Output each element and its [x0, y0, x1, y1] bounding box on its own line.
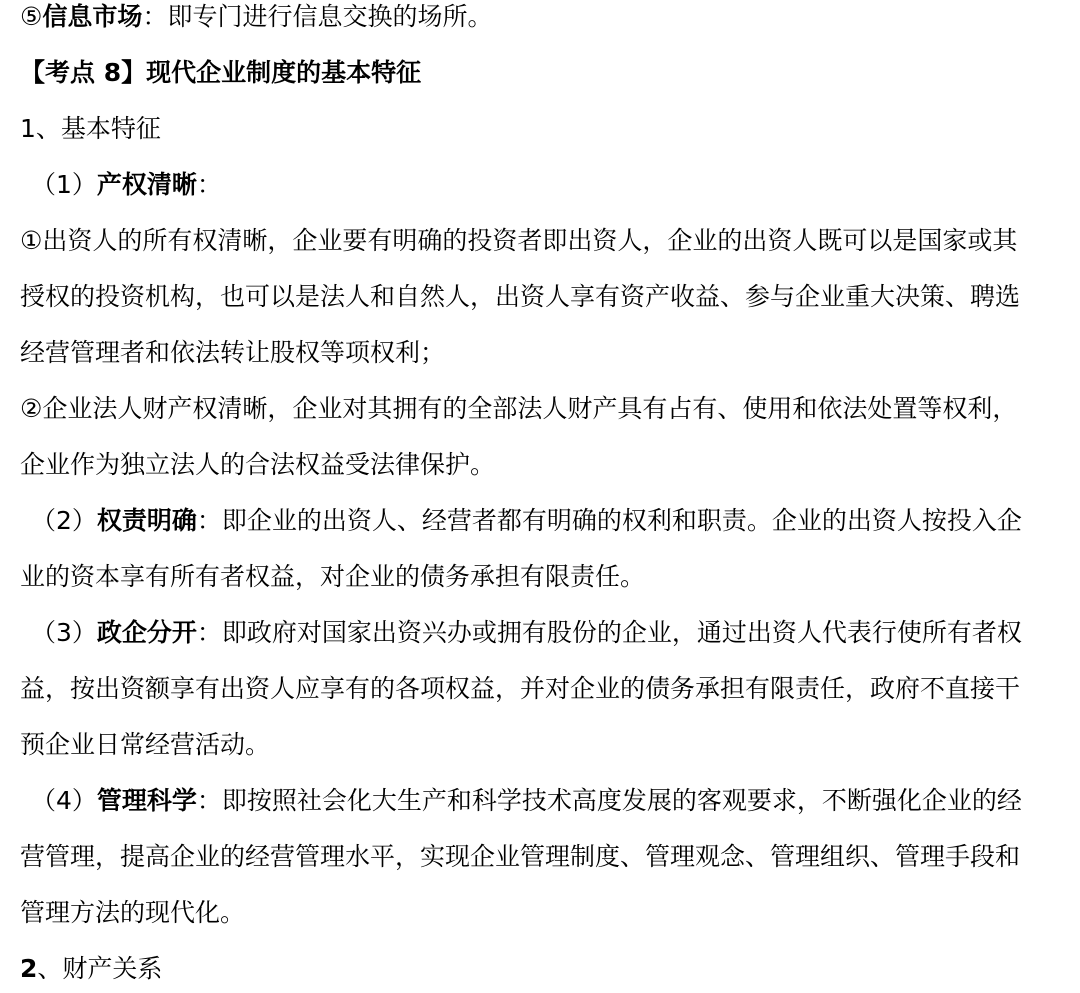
- paragraph-line: 企业作为独立法人的合法权益受法律保护。: [20, 450, 496, 479]
- definition-text: ：即专门进行信息交换的场所。: [142, 2, 493, 31]
- paragraph-line: 预企业日常经营活动。: [20, 730, 271, 759]
- circled-number: ⑤: [20, 2, 43, 31]
- item-number: （2）: [31, 506, 97, 535]
- item-3-heading: [31, 618, 1076, 648]
- item-term: 管理科学: [96, 786, 197, 815]
- paragraph-line: 经营管理者和依法转让股权等项权利；: [20, 338, 446, 367]
- subheading-property-relations: [20, 954, 1075, 984]
- item-text: ：即企业的出资人、经营者都有明确的权利和职责。企业的出资人按投入企: [196, 506, 1022, 535]
- paragraph-line: 益，按出资额享有出资人应享有的各项权益，并对企业的债务承担有限责任，政府不直接干: [20, 674, 1021, 703]
- item-text: ：即政府对国家出资兴办或拥有股份的企业，通过出资人代表行使所有者权: [196, 618, 1022, 647]
- item-term: 权责明确: [96, 506, 197, 535]
- item-number: （4）: [31, 786, 97, 815]
- subheading-number: 2: [20, 954, 38, 983]
- item-number: （3）: [31, 618, 97, 647]
- item-4-heading: [31, 786, 1076, 816]
- item-colon: ：: [196, 170, 222, 199]
- item-1-heading: [31, 170, 1076, 200]
- term-info-market: 信息市场: [42, 2, 143, 31]
- section-heading: 【考点 8】现代企业制度的基本特征: [20, 58, 422, 87]
- paragraph-line: 管理方法的现代化。: [20, 898, 246, 927]
- item-text: ：即按照社会化大生产和科学技术高度发展的客观要求，不断强化企业的经: [196, 786, 1022, 815]
- paragraph-line: 营管理，提高企业的经营管理水平，实现企业管理制度、管理观念、管理组织、管理手段和: [20, 842, 1021, 871]
- item-number: （1）: [31, 170, 97, 199]
- subheading-text: 、财产关系: [37, 954, 163, 983]
- subheading-basic-features: 1、基本特征: [20, 114, 161, 143]
- paragraph-line: 授权的投资机构，也可以是法人和自然人，出资人享有资产收益、参与企业重大决策、聘选: [20, 282, 1021, 311]
- paragraph-line: ②企业法人财产权清晰，企业对其拥有的全部法人财产具有占有、使用和依法处置等权利，: [20, 394, 1018, 423]
- item-term: 产权清晰: [96, 170, 197, 199]
- item-term: 政企分开: [96, 618, 197, 647]
- item-2-heading: [31, 506, 1076, 536]
- line-info-market: [20, 2, 1075, 32]
- paragraph-line: ①出资人的所有权清晰，企业要有明确的投资者即出资人，企业的出资人既可以是国家或其: [20, 226, 1018, 255]
- paragraph-line: 业的资本享有所有者权益，对企业的债务承担有限责任。: [20, 562, 646, 591]
